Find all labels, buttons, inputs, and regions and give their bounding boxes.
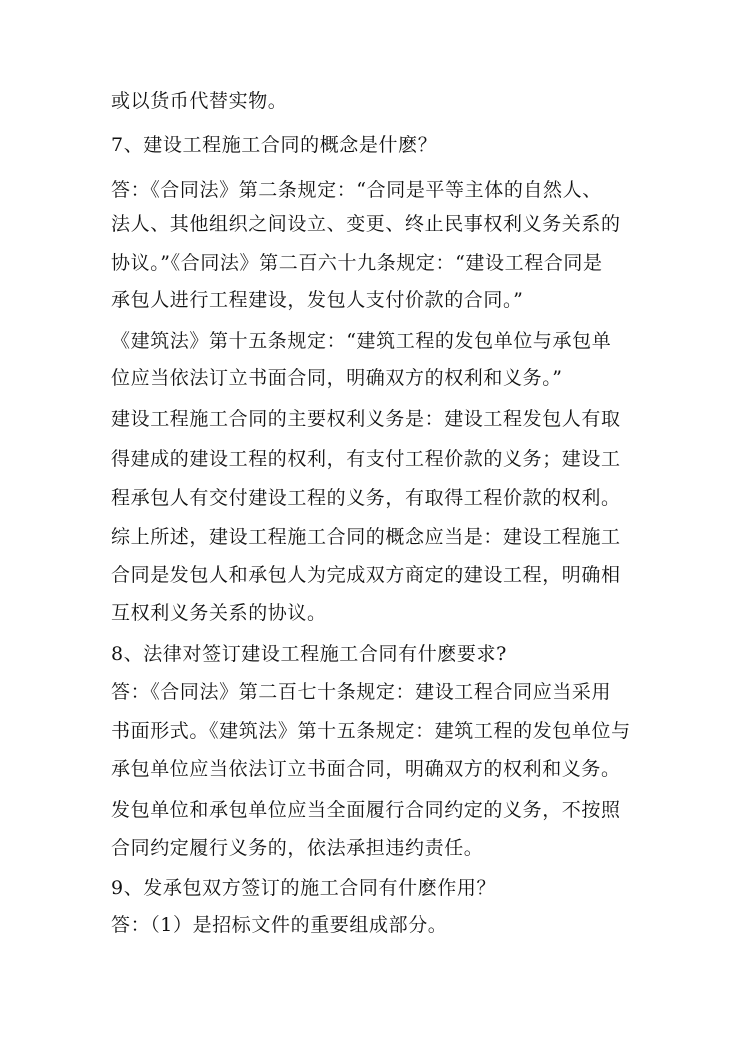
text-line: 法人、其他组织之间设立、变更、终止民事权利义务关系的	[111, 213, 621, 235]
text-line: 答：《合同法》第二条规定：“合同是平等主体的自然人、	[111, 179, 602, 201]
text-line: 程承包人有交付建设工程的义务，有取得工程价款的权利。	[111, 487, 621, 509]
text-line: 合同是发包人和承包人为完成双方商定的建设工程，明确相	[111, 564, 621, 586]
question-heading: 7、建设工程施工合同的概念是什麽？	[111, 134, 438, 156]
text-line: 《建筑法》第十五条规定：“建筑工程的发包单位与承包单	[111, 330, 612, 352]
text-line: 答：《合同法》第二百七十条规定：建设工程合同应当采用	[111, 681, 612, 703]
text-line: 协议。”《合同法》第二百六十九条规定：“建设工程合同是	[111, 252, 603, 274]
text-line: 或以货币代替实物。	[111, 90, 288, 112]
question-heading: 9、发承包双方签订的施工合同有什麽作用？	[111, 877, 497, 899]
question-heading: 8、法律对签订建设工程施工合同有什麽要求?	[111, 643, 507, 665]
text-line: 书面形式。《建筑法》第十五条规定：建筑工程的发包单位与	[111, 720, 631, 742]
text-line: 承包单位应当依法订立书面合同，明确双方的权利和义务。	[111, 758, 621, 780]
text-line: 综上所述，建设工程施工合同的概念应当是：建设工程施工	[111, 526, 621, 548]
text-line: 合同约定履行义务的，依法承担违约责任。	[111, 837, 484, 859]
text-line: 互权利义务关系的协议。	[111, 602, 327, 624]
text-line: 建设工程施工合同的主要权利义务是：建设工程发包人有取	[111, 408, 621, 430]
text-line: 答：（1）是招标文件的重要组成部分。	[111, 914, 448, 936]
text-line: 发包单位和承包单位应当全面履行合同约定的义务，不按照	[111, 799, 621, 821]
text-line: 得建成的建设工程的权利，有支付工程价款的义务；建设工	[111, 448, 621, 470]
text-line: 位应当依法订立书面合同，明确双方的权利和义务。”	[111, 367, 563, 389]
text-line: 承包人进行工程建设，发包人支付价款的合同。”	[111, 289, 524, 311]
